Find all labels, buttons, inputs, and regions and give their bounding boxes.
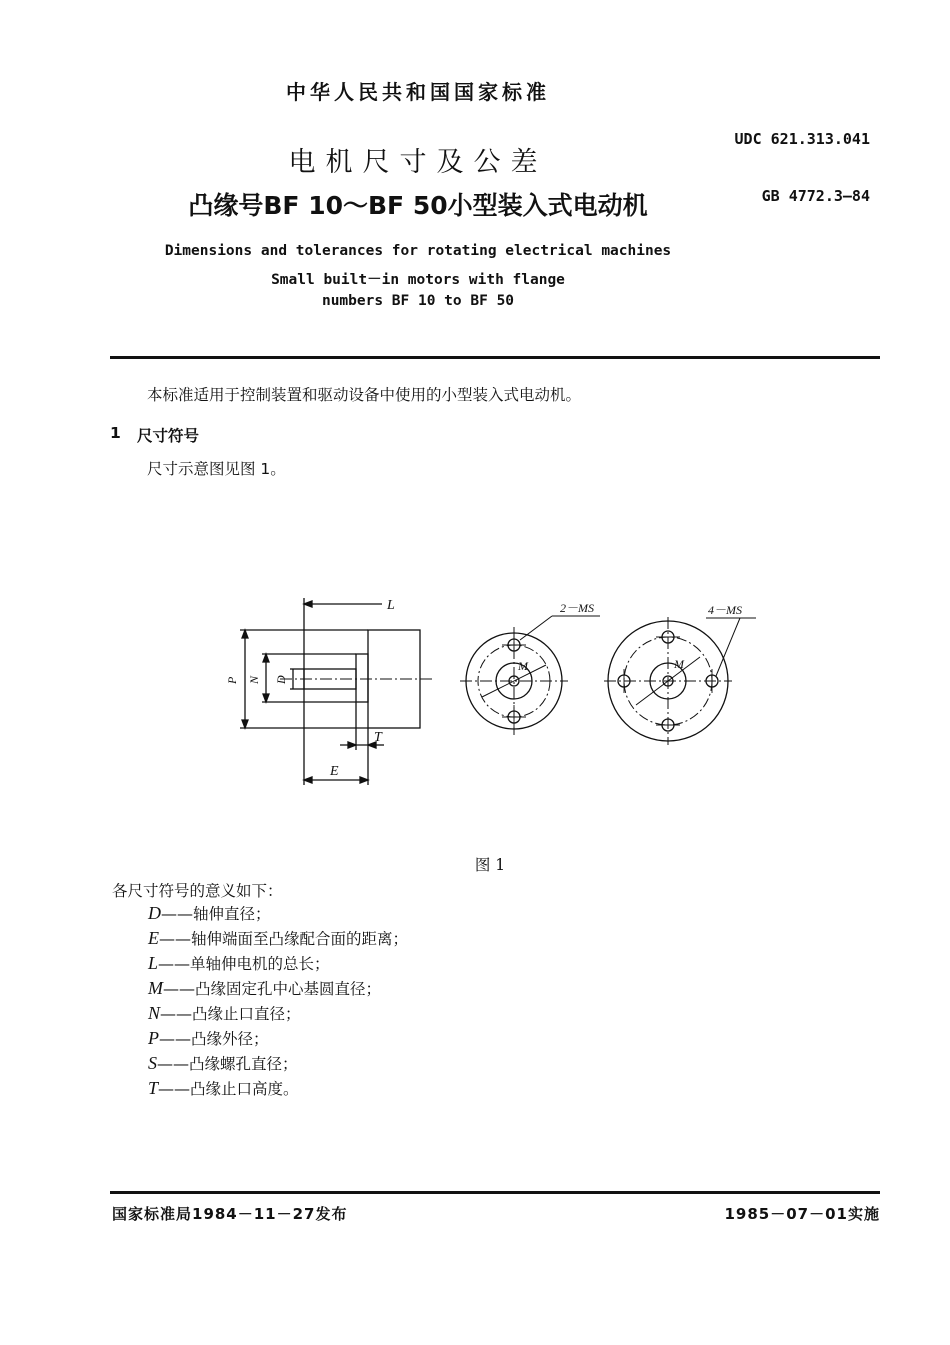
definition-item: M——凸缘固定孔中心基圆直径； bbox=[148, 978, 382, 998]
title-en-line-2: Small built－in motors with flange bbox=[271, 272, 565, 288]
subtitle-cn: 凸缘号BF 10～BF 50小型装入式电动机 bbox=[188, 191, 648, 220]
front-view-2-holes bbox=[460, 616, 600, 735]
title-en-line-1: Dimensions and tolerances for rotating electrical machines bbox=[164, 243, 672, 259]
definition-symbol: P bbox=[148, 1028, 159, 1048]
definition-text: 轴伸端面至凸缘配合面的距离； bbox=[191, 930, 409, 948]
label-4-ms: 4－MS bbox=[708, 603, 742, 617]
label-T: T bbox=[374, 730, 382, 745]
label-M-left: M bbox=[518, 659, 528, 673]
definition-symbol: M bbox=[148, 978, 163, 998]
label-D: D bbox=[274, 675, 288, 684]
definition-text: 单轴伸电机的总长； bbox=[190, 955, 330, 973]
definition-item: E——轴伸端面至凸缘配合面的距离； bbox=[148, 928, 409, 948]
title-cn: 电机尺寸及公差 bbox=[288, 147, 548, 178]
definition-item: L——单轴伸电机的总长； bbox=[148, 953, 330, 973]
definition-text: 凸缘止口直径； bbox=[192, 1005, 301, 1023]
label-E: E bbox=[330, 764, 339, 779]
label-2-ms: 2－MS bbox=[560, 601, 594, 615]
label-L: L bbox=[387, 598, 395, 613]
definition-text: 轴伸直径； bbox=[193, 905, 271, 923]
definitions-intro: 各尺寸符号的意义如下： bbox=[112, 882, 283, 900]
definition-item: N——凸缘止口直径； bbox=[148, 1003, 301, 1023]
definition-symbol: N bbox=[148, 1003, 161, 1023]
definition-text: 凸缘止口高度。 bbox=[190, 1080, 299, 1098]
figure-reference: 尺寸示意图见图 1。 bbox=[147, 460, 286, 478]
definition-item: S——凸缘螺孔直径； bbox=[148, 1053, 298, 1073]
gb-number: GB 4772.3—84 bbox=[761, 187, 870, 205]
section-number: 1 bbox=[110, 424, 121, 442]
section-title: 尺寸符号 bbox=[137, 427, 200, 445]
definition-item: D——轴伸直径； bbox=[148, 903, 271, 923]
definition-symbol: E bbox=[148, 928, 159, 948]
definition-symbol: L bbox=[148, 953, 159, 973]
udc-code: UDC 621.313.041 bbox=[734, 130, 870, 148]
definition-text: 凸缘螺孔直径； bbox=[189, 1055, 298, 1073]
standard-name: 中华人民共和国国家标准 bbox=[286, 80, 550, 104]
definition-symbol: D bbox=[148, 903, 161, 923]
definition-item: P——凸缘外径； bbox=[148, 1028, 269, 1048]
scope-text: 本标准适用于控制装置和驱动设备中使用的小型装入式电动机。 bbox=[147, 386, 582, 404]
label-M-right: M bbox=[674, 657, 684, 671]
front-view-4-holes bbox=[604, 617, 756, 745]
label-P: P bbox=[225, 676, 239, 684]
label-N: N bbox=[247, 675, 261, 684]
effective-date: 1985－07－01实施 bbox=[724, 1205, 880, 1223]
flange-spigot bbox=[356, 654, 368, 702]
definition-item: T——凸缘止口高度。 bbox=[148, 1078, 299, 1098]
issued-date: 国家标准局1984－11－27发布 bbox=[112, 1205, 348, 1223]
definition-text: 凸缘外径； bbox=[191, 1030, 269, 1048]
definition-text: 凸缘固定孔中心基圆直径； bbox=[195, 980, 382, 998]
definition-symbol: T bbox=[148, 1078, 159, 1098]
figure-caption: 图 1 bbox=[474, 856, 506, 874]
title-en-line-3: numbers BF 10 to BF 50 bbox=[321, 293, 515, 309]
definition-symbol: S bbox=[148, 1053, 157, 1073]
footer-rule bbox=[110, 1191, 880, 1194]
